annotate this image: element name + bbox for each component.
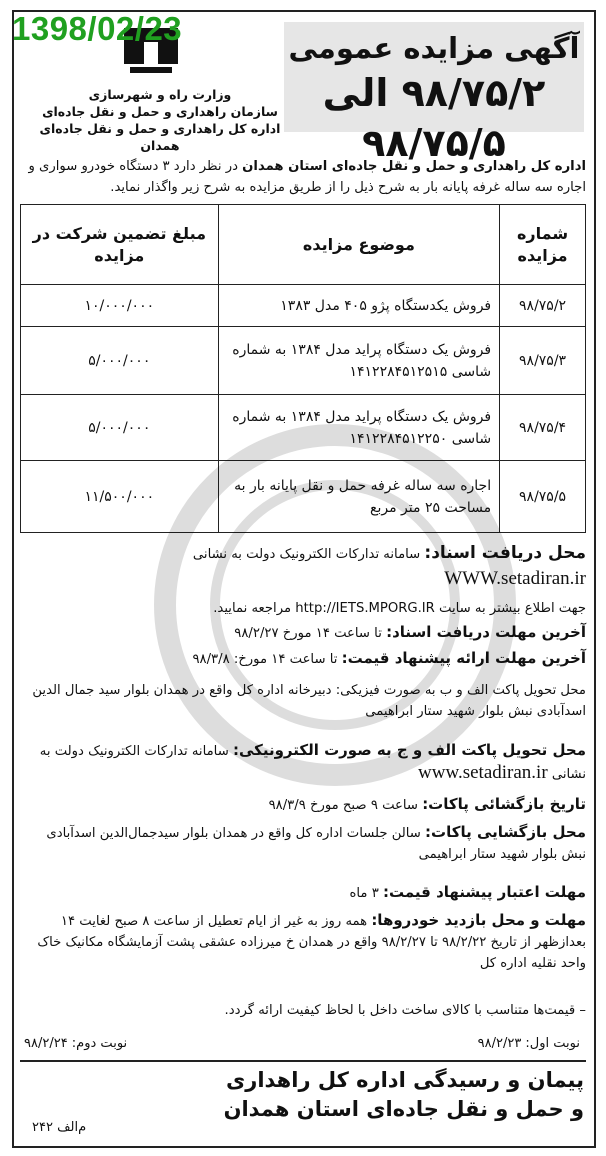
row-number: ۹۸/۷۵/۵ [500,461,586,533]
intro-org: اداره کل راهداری و حمل و نقل جاده‌ای استان همدان [242,159,586,174]
date-stamp: 1398/02/23 [12,10,183,47]
docs-url-link[interactable]: WWW.setadiran.ir [444,568,586,589]
opening-place [20,822,586,865]
ministry-line-1: وزارت راه و شهرسازی [88,87,232,102]
docs-url-line [20,568,586,591]
publication-turns [24,1036,580,1051]
row-amount: ۱۱/۵۰۰/۰۰۰ [21,461,219,533]
intro-text: در نظر دارد ۳ دستگاه خودرو سواری و اجاره سه ساله غرفه پایانه بار به شرح ذیل را از طریق مزایده به شرح زیر واگذار نماید. [28,159,586,195]
ministry-block [30,86,290,154]
header-amount: مبلغ تضمین شرکت در مزایده [21,205,219,285]
opening-place-label: محل بازگشایی پاکات: [425,823,586,841]
bid-validity [20,882,586,904]
ad-title: آگهی مزایده عمومی [288,31,580,65]
opening-date-label: تاریخ بازگشائی پاکات: [422,795,586,813]
opening-date-value: ساعت ۹ صبح مورخ ۹۸/۳/۹ [268,798,418,813]
header-subject: موضوع مزایده [218,205,499,285]
table-header-row [21,205,586,285]
info-line [20,598,586,619]
header-box [284,22,584,165]
opening-place-value: سالن جلسات اداره کل واقع در همدان بلوار سیدجمال‌الدین اسدآبادی نبش بلوار شهید ستار ابراهیمی [46,826,586,862]
docs-place-label: محل دریافت اسناد: [424,543,586,563]
intro-paragraph [20,156,586,198]
footer-line-1: پیمان و رسیدگی اداره کل راهداری [226,1068,584,1092]
electronic-delivery-value: سامانه تدارکات الکترونیک دولت به نشانی [39,744,586,782]
info-url-link[interactable]: http://IETS.MPORG.IR [295,601,435,616]
physical-delivery: محل تحویل پاکت الف و ب به صورت فیزیکی: دبیرخانه اداره کل واقع در همدان بلوار سید جمال الدین اسدآبادی نبش بلوار شهید ستار ابراهیمی [32,683,586,719]
row-amount: ۱۰/۰۰۰/۰۰۰ [21,285,219,327]
row-amount: ۵/۰۰۰/۰۰۰ [21,395,219,461]
auction-table [20,204,586,533]
table-row [21,327,586,395]
docs-deadline [20,622,586,644]
electronic-delivery [20,740,586,785]
info-suffix: مراجعه نمایید. [213,601,292,616]
opening-date [20,794,586,816]
docs-place [20,543,586,565]
visit-value: همه روز به غیر از ایام تعطیل از ساعت ۸ صبح لغایت ۱۴ بعدازظهر از تاریخ ۹۸/۲/۲۲ تا ۹۸/۲/۲۷ واقع در همدان خ میرزاده عشقی پشت آزمایشگاه مکانیک خاک واحد نقلیه اداره کل [37,914,586,971]
auction-number-range: ۹۸/۷۵/۲ الی ۹۸/۷۵/۵ [322,71,546,165]
docs-place-value: سامانه تدارکات الکترونیک دولت به نشانی [192,547,421,562]
table-row [21,461,586,533]
electronic-url-link[interactable]: www.setadiran.ir [418,762,548,783]
docs-deadline-label: آخرین مهلت دریافت اسناد: [386,623,586,641]
row-subject: فروش یک دستگاه پراید مدل ۱۳۸۴ به شماره شاسی ۱۴۱۲۲۸۴۵۱۲۲۵۰ [218,395,499,461]
table-row [21,395,586,461]
row-amount: ۵/۰۰۰/۰۰۰ [21,327,219,395]
visit-label: مهلت و محل بازدید خودروها: [371,911,586,929]
bid-validity-label: مهلت اعتبار پیشنهاد قیمت: [382,883,586,901]
electronic-delivery-label: محل تحویل پاکت الف و ج به صورت الکترونیکی: [232,741,586,759]
bid-deadline-label: آخرین مهلت ارائه پیشنهاد قیمت: [341,649,586,667]
row-number: ۹۸/۷۵/۴ [500,395,586,461]
footer-org [224,1066,584,1124]
second-turn: نوبت دوم: ۹۸/۲/۲۴ [24,1036,128,1051]
first-turn: نوبت اول: ۹۸/۲/۲۳ [477,1036,580,1051]
ministry-line-2: سازمان راهداری و حمل و نقل جاده‌ای [42,104,278,119]
row-number: ۹۸/۷۵/۲ [500,285,586,327]
row-number: ۹۸/۷۵/۳ [500,327,586,395]
serial-number: م‌الف ۲۴۲ [32,1120,87,1135]
footer-line-2: و حمل و نقل جاده‌ای استان همدان [223,1097,584,1121]
bid-deadline-value: تا ساعت ۱۴ مورخ: ۹۸/۳/۸ [192,652,338,667]
bid-deadline [20,648,586,670]
row-subject: فروش یکدستگاه پژو ۴۰۵ مدل ۱۳۸۳ [218,285,499,327]
row-subject: فروش یک دستگاه پراید مدل ۱۳۸۴ به شماره شاسی ۱۴۱۲۲۸۴۵۱۲۵۱۵ [218,327,499,395]
quality-note: – قیمت‌ها متناسب با کالای ساخت داخل با لحاظ کیفیت ارائه گردد. [224,1003,586,1018]
info-prefix: جهت اطلاع بیشتر به سایت [439,601,586,616]
footer-divider [20,1060,586,1062]
header-number: شماره مزایده [500,205,586,285]
ministry-line-3: اداره کل راهداری و حمل و نقل جاده‌ای همدان [39,121,281,153]
visit-info [20,910,586,974]
row-subject: اجاره سه ساله غرفه حمل و نقل پایانه بار به مساحت ۲۵ متر مربع [218,461,499,533]
docs-deadline-value: تا ساعت ۱۴ مورخ ۹۸/۲/۲۷ [234,626,382,641]
table-row [21,285,586,327]
bid-validity-value: ۳ ماه [349,886,379,901]
